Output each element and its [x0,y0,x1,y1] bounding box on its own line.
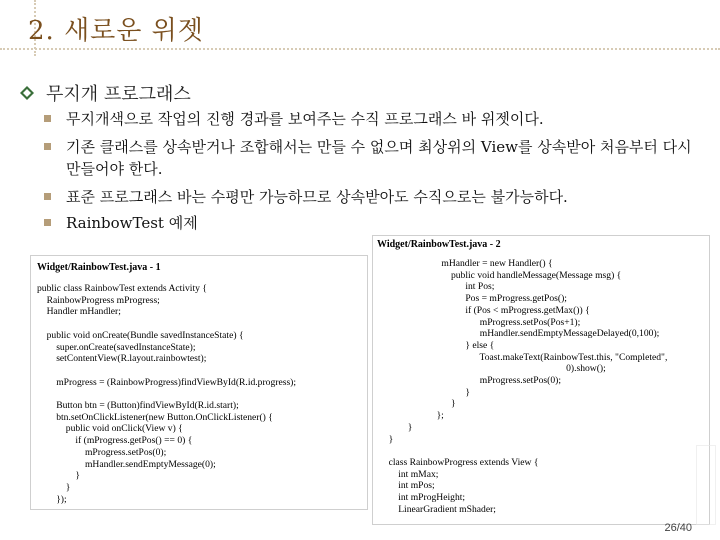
page-number: 26/40 [664,522,692,534]
code-panel-2-code: mHandler = new Handler() { public void handleMessage(Message msg) { int Pos; Pos = mProgress.getPos(); if (Pos < mProgress.getMax()) { mProgress.setPos(Pos+1); mHandler.sendEmptyMessageDelayed(0,100); } else { Toast.makeText(RainbowTest.this, "Completed", 0).show(); mProgress.setPos(0); } } }; } } class RainbowProgress extends View { int mMax; int mPos; int mProgHeight; LinearGradient mShader; [388,258,668,515]
square-bullet-icon [44,115,51,122]
square-bullet-icon [44,193,51,200]
sub-bullet-2 [44,136,694,180]
code-panel-2 [372,235,710,525]
code-panel-1-code: public class RainbowTest extends Activity { RainbowProgress mProgress; Handler mHandler; public void onCreate(Bundle savedInstanceState) { super.onCreate(savedInstanceState); setContentView(R.layout.rainbowtest); mProgress = (RainbowProgress)findViewById(R.id.progress); Button btn = (Button)findViewById(R.id.start); btn.setOnClickListener(new Button.OnClickListener() { public void onClick(View v) { if (mProgress.getPos() == 0) { mProgress.setPos(0); mHandler.sendEmptyMessage(0); } } }); [37,283,297,505]
main-bullet [20,80,191,106]
diamond-bullet-icon [20,86,34,100]
sub-bullet-4 [44,212,694,234]
code-panel-1 [30,255,368,510]
page-title: 2. 새로운 위젯 [28,16,204,46]
main-bullet-text: 무지개 프로그래스 [46,84,191,105]
watermark-logo [696,445,716,525]
square-bullet-icon [44,219,51,226]
sub-bullet-text: 표준 프로그래스 바는 수평만 가능하므로 상속받아도 수직으로는 불가능하다. [66,188,568,206]
sub-bullet-text: 기존 클래스를 상속받거나 조합해서는 만들 수 없으며 최상위의 View를 상속받아 처음부터 다시 만들어야 한다. [66,138,692,178]
code-panel-2-header: Widget/RainbowTest.java - 2 [377,239,501,250]
title-divider [0,48,720,50]
code-panel-1-header: Widget/RainbowTest.java - 1 [37,262,161,273]
sub-bullet-3 [44,186,694,208]
sub-bullet-text: RainbowTest 예제 [66,214,198,232]
sub-bullet-1 [44,108,694,130]
sub-bullet-text: 무지개색으로 작업의 진행 경과를 보여주는 수직 프로그래스 바 위젯이다. [66,110,544,128]
square-bullet-icon [44,143,51,150]
